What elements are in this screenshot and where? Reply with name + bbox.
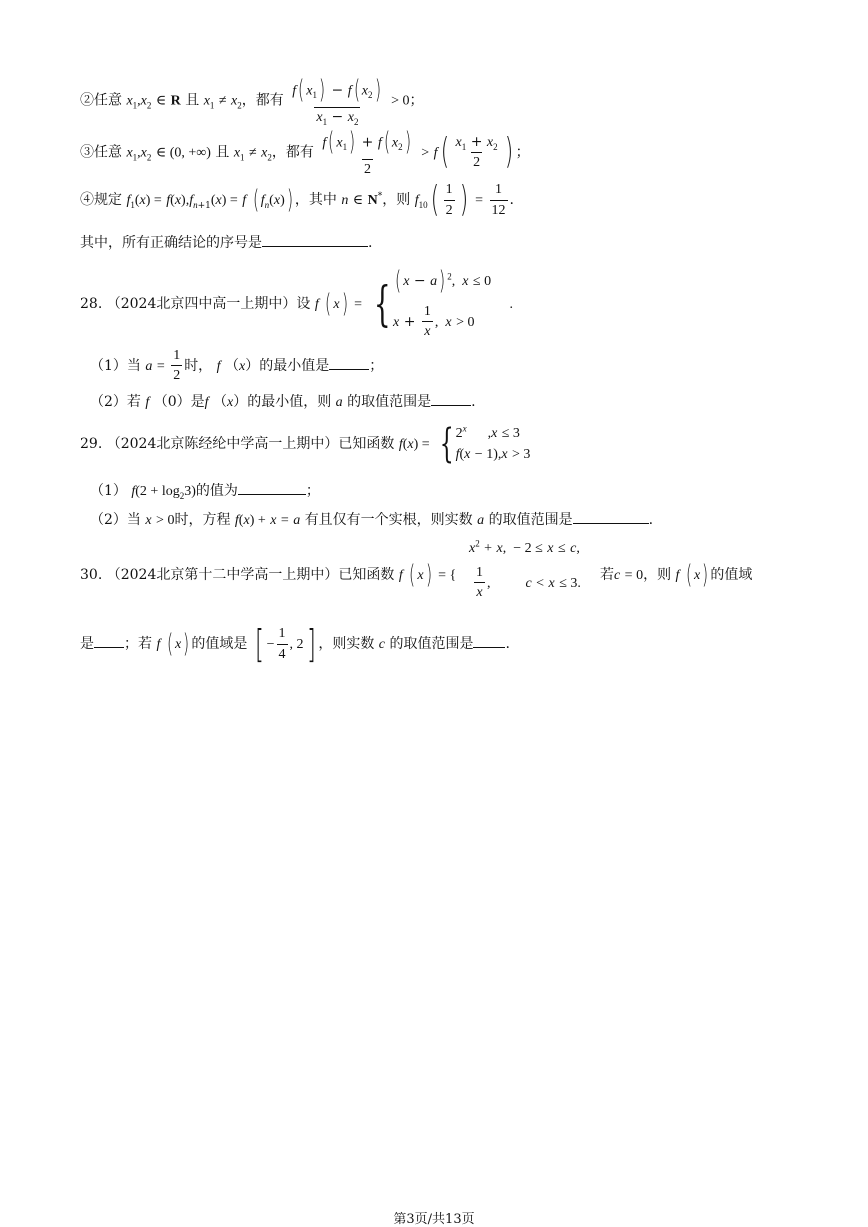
piecewise-case-2: $\frac{1}{x}$ , c < x ≤ 3. <box>476 565 581 601</box>
piecewise-function: { ( x − a) $^2$, x ≤ 0 x + $\frac{1}{x}$ , x > 0 <box>373 266 492 340</box>
question-number: 28. <box>80 295 103 312</box>
statement-3: ③任意 $x_1,x_2$ ∈ (0, +∞) 且 $x_1 \ne x_2$，都有 $\frac{f( x_1) + f( x_2)}{2}$ > f( $\frac{x_1 + x_2}{2}$ ) ； <box>80 127 530 177</box>
answer-blank[interactable] <box>329 357 369 370</box>
statement-4: ④规定 $f_1(x) = f(x),f_{n+1}(x) = f$ ( $f_n(x)$) ，其中 n ∈ N*，则 $f_{10}$( $\frac{1}{2}$ ) = $\frac{1}{12}$ . <box>80 179 514 220</box>
piecewise-case-1: $x^2 + x$, − 2 ≤ x ≤ c, <box>469 538 580 556</box>
fraction: $\frac{f( x_1) - f( x_2)}{x_1 - x_2}$ <box>292 75 381 127</box>
piecewise-function: { 2$^x$ ,x ≤ 3 f(x − 1),x > 3 <box>439 421 531 467</box>
conclusion-line: 其中，所有正确结论的序号是 . <box>80 235 373 251</box>
question-number: 30. <box>80 567 103 583</box>
answer-blank[interactable] <box>431 393 471 406</box>
statement-2-marker: ② <box>80 92 94 109</box>
statement-2: ②任意 $x_1,x_2$ ∈ R 且 $x_1 \ne x_2$，都有 $\frac{f( x_1) - f( x_2)}{x_1 - x_2}$ > 0； <box>80 75 424 127</box>
question-number: 29. <box>80 436 103 452</box>
answer-blank[interactable] <box>262 234 368 247</box>
answer-blank[interactable] <box>94 635 124 648</box>
statement-4-marker: ④ <box>80 192 94 208</box>
question-29-part-1: （1） $f(2 + \log_23)$的值为 ； <box>90 483 320 501</box>
question-28-part-2: （2）若 f （0）是f （x）的最小值，则 a 的取值范围是 . <box>90 394 476 410</box>
answer-blank[interactable] <box>473 635 505 648</box>
question-30: 30. （2024北京第十二中学高一上期中）已知函数 f ( x) = { <box>80 560 457 590</box>
statement-3-marker: ③ <box>80 144 94 161</box>
page-footer: 第3页/共13页 <box>393 1212 475 1227</box>
question-28: 28. （2024北京四中高一上期中）设 f ( x) = { ( x − a) $^2$, x ≤ 0 x + $\frac{1}{x}$ , x > 0 . <box>80 266 514 340</box>
question-30-condition: 若c = 0，则 f ( x) 的值域 <box>600 560 753 590</box>
question-30-line-2: 是 ；若 f ( x) 的值域是 [ − $\frac{1}{4}$ , 2] ，则实数 c 的取值范围是 . <box>80 622 510 666</box>
answer-blank[interactable] <box>238 482 306 495</box>
question-29-part-2: （2）当 x > 0时，方程 f(x) + x = a 有且仅有一个实根，则实数 a 的取值范围是 . <box>90 512 654 528</box>
question-28-part-1: （1）当 a = $\frac{1}{2}$ 时， f （x）的最小值是 ； <box>90 348 384 384</box>
question-29: 29. （2024北京陈经纶中学高一上期中）已知函数 f(x) = { 2$^x$ ,x ≤ 3 f(x − 1),x > 3 <box>80 421 531 467</box>
answer-blank[interactable] <box>573 511 649 524</box>
